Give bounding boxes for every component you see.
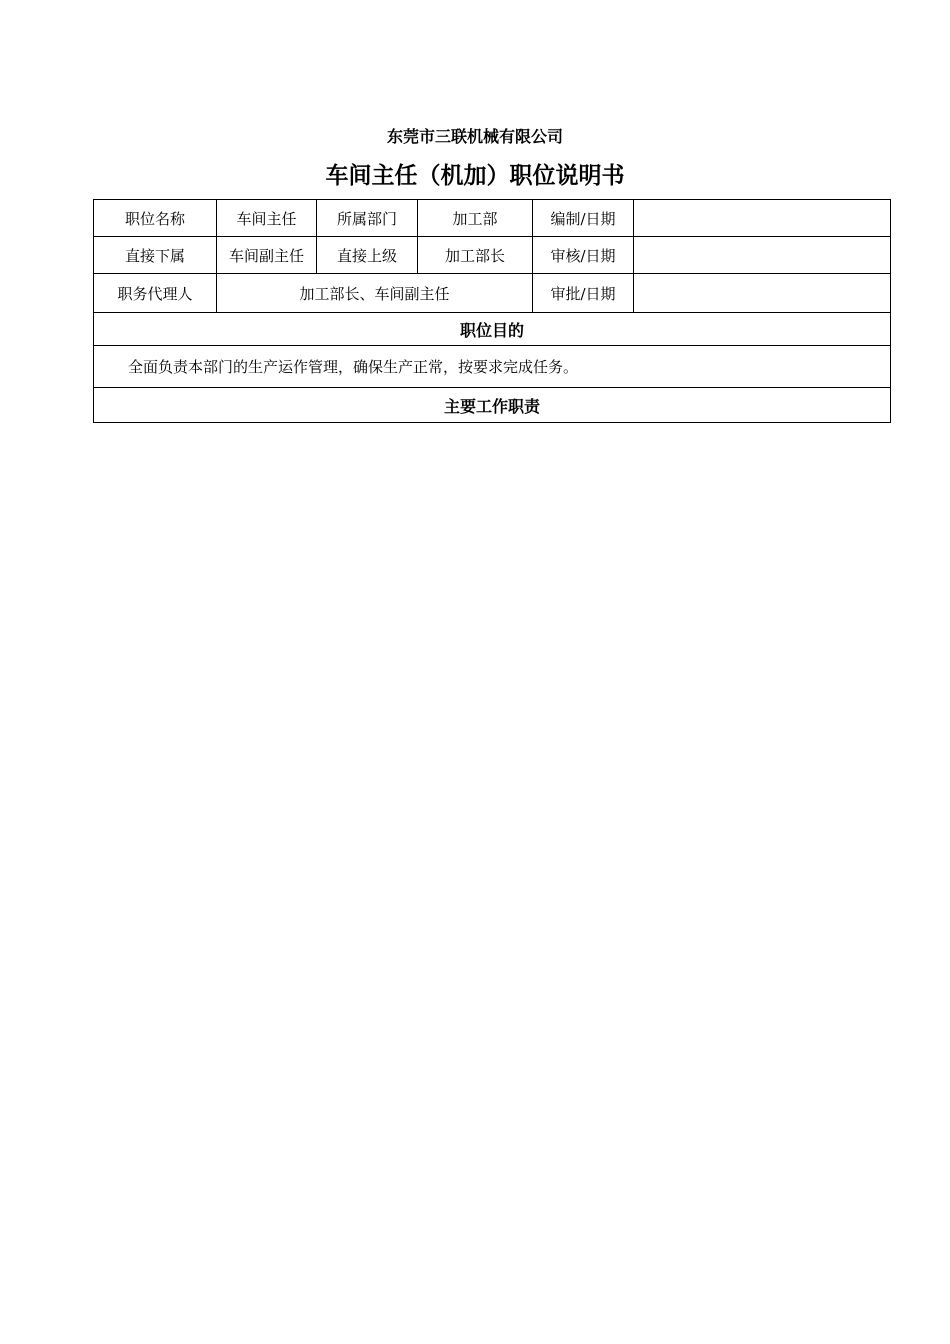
table-row <box>94 388 891 423</box>
document-title: 车间主任（机加）职位说明书 <box>325 163 625 189</box>
superior-label: 直接上级 <box>317 237 418 274</box>
position-name-label: 职位名称 <box>94 200 217 237</box>
superior-value: 加工部长 <box>418 237 533 274</box>
deputy-label: 职务代理人 <box>94 274 217 313</box>
department-label: 所属部门 <box>317 200 418 237</box>
position-name-value: 车间主任 <box>217 200 317 237</box>
prepared-date-label: 编制/日期 <box>533 200 634 237</box>
table-row <box>94 200 891 237</box>
approved-date-label: 审批/日期 <box>533 274 634 313</box>
table-row <box>94 346 891 388</box>
department-value: 加工部 <box>418 200 533 237</box>
subordinate-label: 直接下属 <box>94 237 217 274</box>
table-row <box>94 237 891 274</box>
purpose-heading: 职位目的 <box>94 313 891 346</box>
job-description-table <box>93 199 891 423</box>
table-row <box>94 313 891 346</box>
reviewed-date-value <box>634 237 891 274</box>
reviewed-date-label: 审核/日期 <box>533 237 634 274</box>
approved-date-value <box>634 274 891 313</box>
deputy-value: 加工部长、车间副主任 <box>217 274 533 313</box>
duties-heading: 主要工作职责 <box>94 388 891 423</box>
purpose-text: 全面负责本部门的生产运作管理，确保生产正常，按要求完成任务。 <box>94 346 891 388</box>
company-name: 东莞市三联机械有限公司 <box>386 127 563 146</box>
prepared-date-value <box>634 200 891 237</box>
subordinate-value: 车间副主任 <box>217 237 317 274</box>
table-row <box>94 274 891 313</box>
